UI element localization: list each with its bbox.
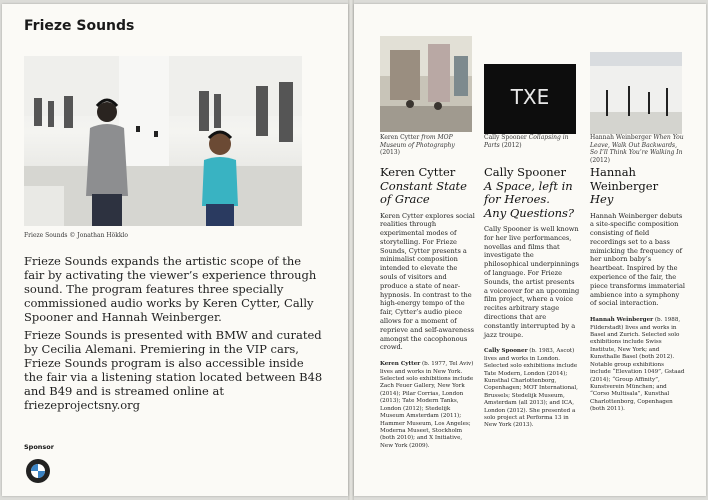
caption-artist: Keren Cytter: [380, 134, 420, 141]
gallery-listeners-illustration: [24, 56, 302, 226]
artist-bio: [484, 348, 580, 429]
image-caption: [590, 134, 686, 164]
work-title-line: Constant State: [380, 178, 467, 193]
artist-description: Cally Spooner is well known for her live performances, novellas and films that investigate the philosophical underpinnings of language. For Frieze Sounds, the artist presents a voiceover for an upcoming film project, where a voice recites arbitrary stage directions that are constantly interrupted by a jazz troupe.: [484, 225, 580, 339]
caption-work-title: from MOP Museum of Photography: [380, 134, 455, 149]
artist-name: Keren Cytter: [380, 165, 456, 179]
artist-name: Hannah Weinberger: [590, 165, 659, 193]
cytter-artwork-image: [380, 36, 472, 132]
bio-text: (b. 1988, Filderstadt) lives and works in Basel and Zurich. Selected solo exhibitions include Swiss Institute, New York; and Kunsthalle Basel (both 2012). Notable group exhibitions include “Elevation 1049”, Gstaad (2014); “Group Affinity”, Kunstverein München; and “Corso Multisala”, Kunsthal Charlottenborg, Copenhagen (both 2011).: [590, 317, 685, 413]
artist-heading: [590, 166, 686, 207]
work-title-line: A Space, left in: [484, 178, 573, 193]
artist-heading: [380, 166, 476, 207]
artist-description: Hannah Weinberger debuts a site-specific composition consisting of field recordings set to a bass mimicking the frequency of her unborn baby’s heartbeat. Inspired by the experience of the fair, the piece transforms immaterial ambience into a symphony of social interaction.: [590, 211, 685, 308]
artist-column-cytter: [380, 134, 476, 450]
photo-credit: Frieze Sounds © Jonathan Hökklo: [24, 232, 129, 239]
bmw-logo-icon: [26, 459, 50, 483]
intro-paragraph: Frieze Sounds expands the artistic scope of the fair by activating the viewer’s experience through sound. The program features three specially commissioned audio works by Keren Cytter, Cally Spooner and Hannah Weinberger.: [24, 254, 317, 324]
work-title-line: of Grace: [380, 192, 430, 206]
artist-bio: [590, 317, 686, 413]
right-page: [354, 4, 706, 496]
bio-name: Cally Spooner: [484, 348, 528, 355]
artist-column-spooner: [484, 134, 580, 430]
left-page: [2, 4, 348, 496]
image-caption: [484, 134, 580, 164]
artist-description: Keren Cytter explores social realities through experimental modes of storytelling. For Frieze Sounds, Cytter presents a minimalist composition intended to elevate the souls of visitors and produce a state of near-hypnosis. In contrast to the high-energy tempo of the fair, Cytter’s audio piece allows for a moment of reprieve and self-awareness amongst the cacophonous crowd.: [380, 211, 475, 352]
image-caption: [380, 134, 476, 164]
page-title: Frieze Sounds: [24, 18, 135, 34]
caption-work-title: When You Leave, Walk Out Backwards, So I’ll Think You’re Walking In: [590, 134, 684, 156]
caption-year: (2013): [380, 149, 400, 156]
sponsor-label: Sponsor: [24, 443, 54, 451]
artist-bio: [380, 361, 476, 450]
caption-artist: Cally Spooner: [484, 134, 527, 141]
caption-year: (2012): [501, 141, 522, 149]
frieze-sounds-photo: [24, 56, 302, 226]
artist-heading: [484, 166, 580, 220]
spooner-artwork-image: [484, 64, 576, 134]
artist-column-weinberger: [590, 134, 686, 414]
work-title-line: Hey: [590, 192, 614, 206]
presentation-paragraph: Frieze Sounds is presented with BMW and curated by Cecilia Alemani. Premiering in the VIP cars, Frieze Sounds program is also accessible inside the fair via a listening station located between B48 and B49 and is streamed online at friezeprojectsny.org: [24, 328, 323, 412]
work-title-line: for Heroes.: [484, 192, 550, 206]
work-title-line: Any Questions?: [484, 205, 575, 220]
bio-text: (b. 1983, Ascot) lives and works in London. Selected solo exhibitions include Tate Modern, London (2014); Kunsthal Charlottenborg, Copenhagen; MOT International, Brussels; Stedelijk Museum, Amsterdam (all 2013); and ICA, London (2012). She presented a solo project at Performa 13 in New York (2013).: [484, 348, 578, 429]
weinberger-artwork-image: [590, 52, 682, 134]
artist-name: Cally Spooner: [484, 165, 566, 179]
caption-year: (2012): [590, 156, 610, 164]
bio-text: (b. 1977, Tel Aviv) lives and works in New York. Selected solo exhibitions include Zach Feuer Gallery, New York (2014); Pilar Corrias, London (2013); Tate Modern Tanks, London (2012); Stedelijk Museum Amsterdam (2011); Hammer Museum, Los Angeles; Moderna Museet, Stockholm (both 2010); and X Initiative, New York (2009).: [380, 361, 474, 449]
svg-text:TXE: TXE: [510, 85, 550, 109]
caption-artist: Hannah Weinberger: [590, 134, 652, 141]
bio-name: Keren Cytter: [380, 361, 421, 368]
caption-work-title: Collapsing in Parts: [484, 134, 569, 149]
bio-name: Hannah Weinberger: [590, 317, 654, 324]
